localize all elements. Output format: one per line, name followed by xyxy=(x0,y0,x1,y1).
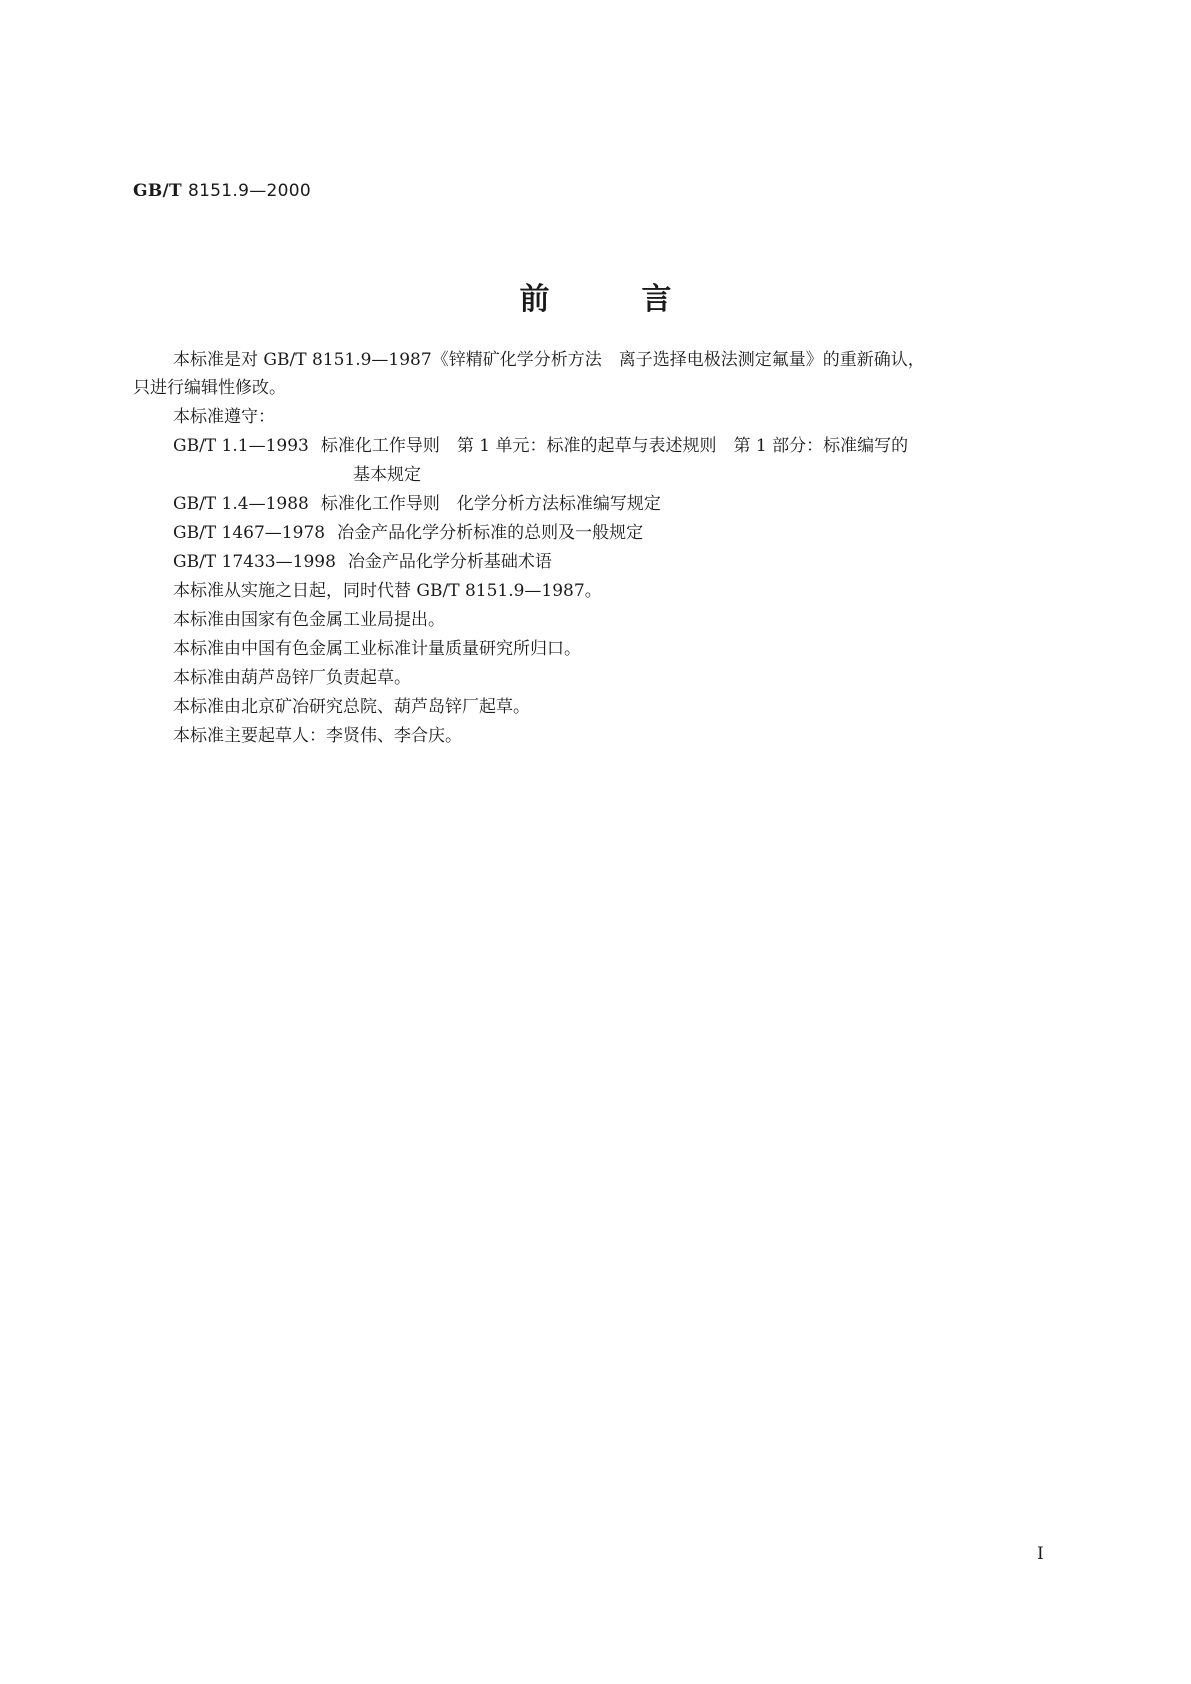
reference-title: 标准化工作导则 第 1 单元：标准的起草与表述规则 第 1 部分：标准编写的 xyxy=(320,436,909,456)
standard-code-number: 8151.9—2000 xyxy=(187,181,312,201)
paragraph-1-line-2: 只进行编辑性修改。 xyxy=(133,378,286,398)
paragraph-6: 本标准由葫芦岛锌厂负责起草。 xyxy=(173,668,411,688)
paragraph-8: 本标准主要起草人：李贤伟、李合庆。 xyxy=(173,726,462,746)
title-char-2: 言 xyxy=(641,282,672,317)
reference-title: 冶金产品化学分析标准的总则及一般规定 xyxy=(337,523,644,543)
paragraph-5: 本标准由中国有色金属工业标准计量质量研究所归口。 xyxy=(173,639,581,659)
reference-title: 冶金产品化学分析基础术语 xyxy=(347,552,552,572)
standard-code-header xyxy=(133,181,311,201)
standard-code-prefix: GB/T xyxy=(133,181,182,201)
page-title xyxy=(0,274,1191,318)
reference-code: GB/T 1467—1978 xyxy=(173,523,326,543)
paragraph-1-line-1: 本标准是对 GB/T 8151.9—1987《锌精矿化学分析方法 离子选择电极法测定氟量》的重新确认， xyxy=(173,350,925,370)
reference-item xyxy=(173,431,908,456)
reference-item xyxy=(173,489,661,514)
reference-title: 标准化工作导则 化学分析方法标准编写规定 xyxy=(320,494,661,514)
reference-code: GB/T 1.1—1993 xyxy=(173,436,309,456)
title-char-1: 前 xyxy=(519,282,550,317)
reference-code: GB/T 1.4—1988 xyxy=(173,494,309,514)
paragraph-2: 本标准遵守： xyxy=(173,407,275,427)
reference-item xyxy=(173,547,552,572)
reference-code: GB/T 17433—1998 xyxy=(173,552,336,572)
paragraph-7: 本标准由北京矿冶研究总院、葫芦岛锌厂起草。 xyxy=(173,697,530,717)
reference-item xyxy=(173,518,643,543)
reference-title-continuation: 基本规定 xyxy=(353,465,421,485)
page-number: I xyxy=(1037,1544,1044,1564)
paragraph-3: 本标准从实施之日起，同时代替 GB/T 8151.9—1987。 xyxy=(173,581,602,601)
paragraph-4: 本标准由国家有色金属工业局提出。 xyxy=(173,610,445,630)
